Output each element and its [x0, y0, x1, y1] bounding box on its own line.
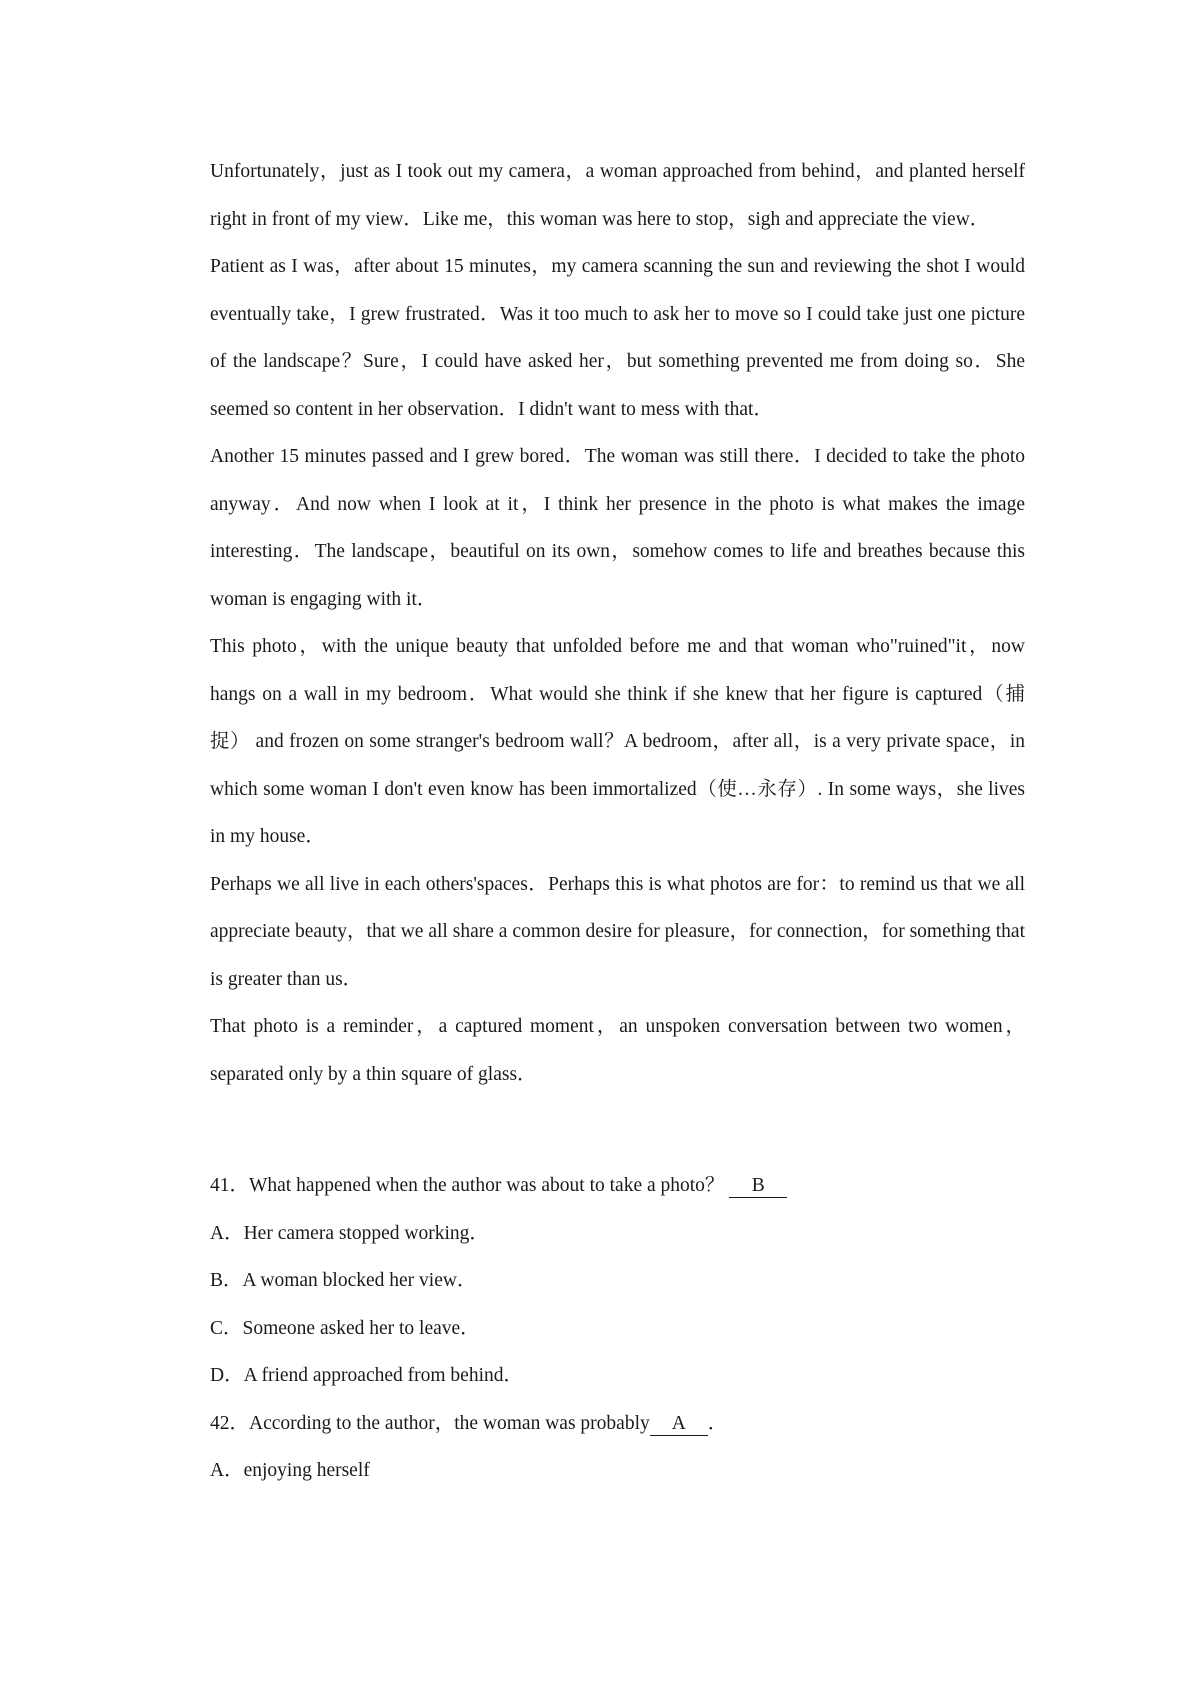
- option-d: D．A friend approached from behind．: [210, 1365, 523, 1386]
- section-gap: [210, 1098, 1025, 1162]
- answer-blank: A: [650, 1413, 708, 1436]
- passage-paragraph-4: This photo，with the unique beauty that unfolded before me and that woman who"ruined"it，now hangs on a wall in my bedroom．What would she think if she knew that her figure is captured（捕捉） and frozen on some stranger's bedroom wall？A bedroom，after all，is a very private space，in which some woman I don't even know has been immortalized（使…永存）. In some ways，she lives in my house．: [210, 636, 1025, 847]
- passage-paragraph-5: Perhaps we all live in each others'spaces．Perhaps this is what photos are for：to remind us that we all appreciate beauty，that we all share a common desire for pleasure，for connection，for something that is greater than us．: [210, 873, 1025, 990]
- document-content: [210, 148, 1025, 1495]
- option-c: C．Someone asked her to leave．: [210, 1317, 480, 1339]
- option-b: B．A woman blocked her view．: [210, 1270, 477, 1291]
- question-stem: [210, 1400, 1025, 1448]
- question-text: 42．According to the author，the woman was probably: [210, 1412, 650, 1434]
- question-stem: [210, 1162, 1025, 1210]
- passage-paragraph-2: Patient as I was，after about 15 minutes，my camera scanning the sun and reviewing the shot I would eventually take，I grew frustrated．Was it too much to ask her to move so I could take just one picture of the landscape？Sure，I could have asked her，but something prevented me from doing so．She seemed so content in her observation．I didn't want to mess with that．: [210, 256, 1025, 420]
- option-a: A．enjoying herself: [210, 1460, 370, 1481]
- option-a: A．Her camera stopped working．: [210, 1222, 489, 1244]
- question-41: [210, 1162, 1025, 1400]
- passage-paragraph-3: Another 15 minutes passed and I grew bored．The woman was still there．I decided to take the photo anyway．And now when I look at it，I think her presence in the photo is what makes the image interesting．The landscape，beautiful on its own，somehow comes to life and breathes because this woman is engaging with it．: [210, 446, 1025, 610]
- answer-blank: B: [729, 1175, 787, 1198]
- question-end: ．: [707, 1412, 728, 1434]
- passage-paragraph-1: Unfortunately，just as I took out my camera，a woman approached from behind，and planted herself right in front of my view．Like me，this woman was here to stop，sigh and appreciate the view．: [210, 161, 1025, 230]
- question-text: 41．What happened when the author was about to take a photo？: [210, 1175, 725, 1196]
- passage-paragraph-6: That photo is a reminder，a captured moment，an unspoken conversation between two women，separated only by a thin square of glass．: [210, 1016, 1025, 1085]
- question-42: [210, 1400, 1025, 1495]
